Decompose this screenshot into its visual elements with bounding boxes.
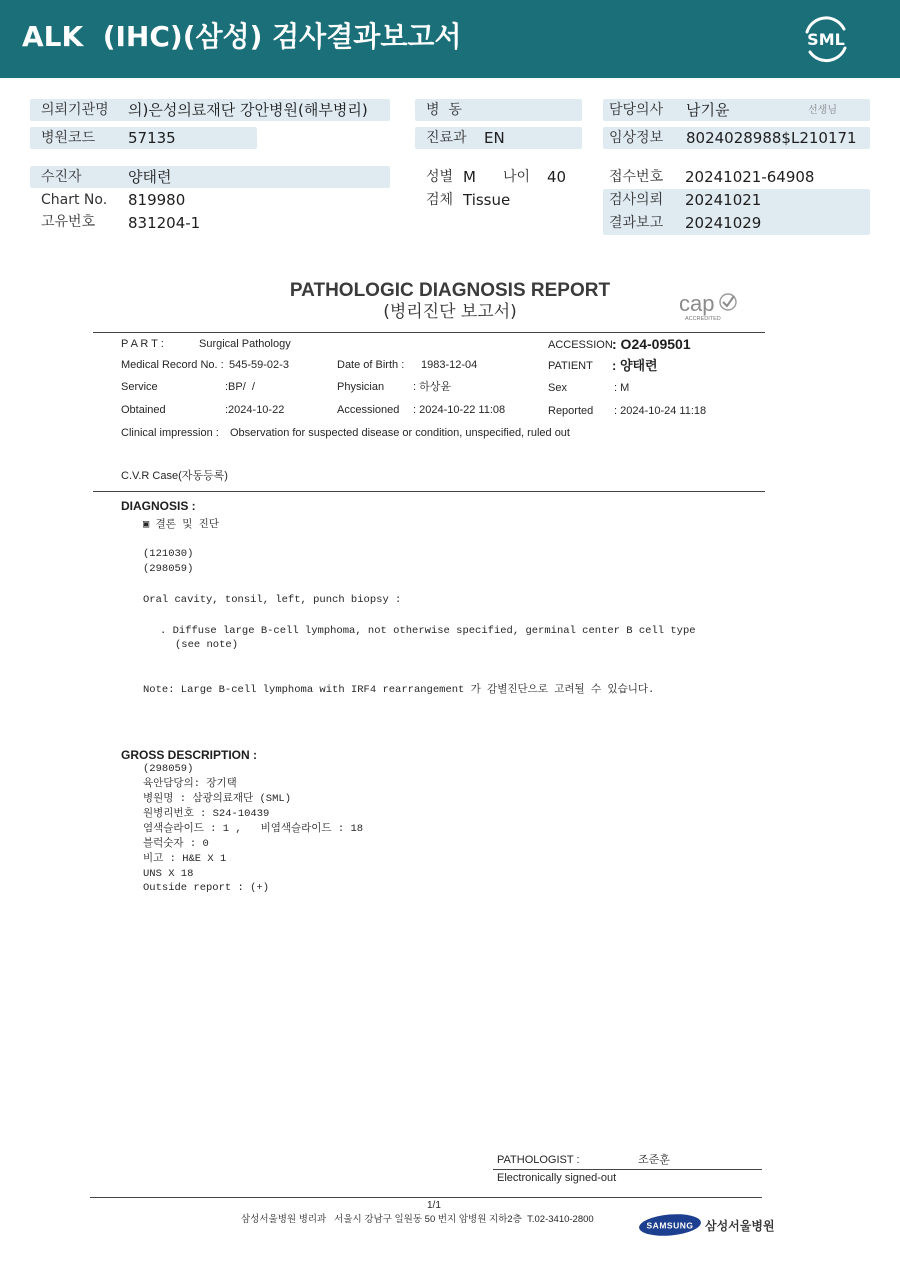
chart-no-value: 819980 <box>128 191 186 209</box>
signature-divider <box>493 1169 762 1170</box>
patient-report-value: : 양태련 <box>612 358 658 373</box>
gross-line: 원병리번호 : S24-10439 <box>143 808 270 820</box>
signed-out-text: Electronically signed-out <box>497 1172 617 1184</box>
header-bar <box>0 0 900 78</box>
sex-label: 성별 <box>426 169 454 185</box>
physician-value: : 하상윤 <box>413 381 451 393</box>
specimen-value: Tissue <box>463 191 511 209</box>
pathologist-label: PATHOLOGIST : <box>497 1154 580 1166</box>
patient-value: 양태련 <box>128 168 172 186</box>
cvr-case: C.V.R Case(자동등록) <box>121 470 228 482</box>
samsung-logo-text: SAMSUNG <box>646 1220 694 1231</box>
clinical-impression-label: Clinical impression : <box>121 427 219 439</box>
diagnosis-section: ▣ 결론 및 진단 <box>143 519 219 531</box>
receipt-no-value: 20241021-64908 <box>685 168 815 186</box>
gross-line: 육안담당의: 장기택 <box>143 778 237 790</box>
specimen-label: 검체 <box>426 192 454 208</box>
cap-logo-text: cap <box>679 291 715 316</box>
clinical-impression-value: Observation for suspected disease or condition, unspecified, ruled out <box>230 427 570 439</box>
report-title: PATHOLOGIC DIAGNOSIS REPORT <box>289 280 611 301</box>
gross-line: (298059) <box>143 763 194 775</box>
report-date-label: 결과보고 <box>609 215 664 231</box>
sex-report-value: : M <box>614 382 630 394</box>
gross-heading: GROSS DESCRIPTION : <box>121 748 258 762</box>
gross-line: 병원명 : 삼광의료재단 (SML) <box>143 793 291 805</box>
report-date-value: 20241029 <box>685 214 762 232</box>
diagnosis-heading: DIAGNOSIS : <box>121 499 196 513</box>
footer-hospital-name: 삼성서울병원 <box>705 1219 775 1233</box>
report-subtitle: (병리진단 보고서) <box>383 302 517 322</box>
doctor-label: 담당의사 <box>609 102 664 118</box>
reported-label: Reported <box>548 405 594 417</box>
diagnosis-finding: . Diffuse large B-cell lymphoma, not otherwise specified, germinal center B cell type <box>160 625 696 637</box>
requesting-org-label: 의뢰기관명 <box>41 102 109 118</box>
gross-line: 비고 : H&E X 1 <box>143 853 227 865</box>
diagnosis-finding-note: (see note) <box>175 639 239 651</box>
accessioned-label: Accessioned <box>337 404 400 416</box>
dob-label: Date of Birth : <box>337 359 405 371</box>
info-box-patient <box>30 166 390 188</box>
sex-value: M <box>463 168 476 186</box>
obtained-label: Obtained <box>121 404 166 416</box>
physician-label: Physician <box>337 381 385 393</box>
age-label: 나이 <box>503 169 531 185</box>
part-value: Surgical Pathology <box>199 338 291 350</box>
gross-line: Outside report : (+) <box>143 882 270 894</box>
requesting-org-value: 의)은성의료재단 강안병원(해부병리) <box>128 101 368 119</box>
hospital-code-label: 병원코드 <box>41 130 96 146</box>
doctor-suffix: 선생님 <box>808 105 837 116</box>
clinical-info-label: 임상정보 <box>609 130 664 146</box>
reported-value: : 2024-10-24 11:18 <box>614 405 707 417</box>
samsung-logo-icon <box>638 1212 702 1238</box>
diagnosis-site: Oral cavity, tonsil, left, punch biopsy : <box>143 594 402 606</box>
hospital-code-value: 57135 <box>128 129 176 147</box>
obtained-value: :2024-10-22 <box>225 404 285 416</box>
unique-no-label: 고유번호 <box>41 214 96 230</box>
footer-address: 삼성서울병원 병리과 서울시 강남구 일원동 50 번지 암병원 지하2층 T.02-3410-2800 <box>241 1214 594 1225</box>
request-date-value: 20241021 <box>685 191 762 209</box>
diagnosis-code: (121030) <box>143 548 194 560</box>
receipt-no-label: 접수번호 <box>609 169 664 185</box>
gross-line: 염색슬라이드 : 1 , 비염색슬라이드 : 18 <box>143 823 364 835</box>
gross-line: 블럭숫자 : 0 <box>143 838 209 850</box>
diagnosis-code: (298059) <box>143 563 194 575</box>
doctor-value: 남기윤 <box>686 101 730 119</box>
sml-logo-icon <box>797 10 855 68</box>
age-value: 40 <box>547 168 567 186</box>
dob-value: 1983-12-04 <box>421 359 478 371</box>
accessioned-value: : 2024-10-22 11:08 <box>413 404 506 416</box>
sml-logo-text: SML <box>807 30 845 49</box>
accession-label: ACCESSION <box>548 339 613 351</box>
department-label: 진료과 <box>426 130 467 146</box>
sex-report-label: Sex <box>548 382 567 394</box>
service-label: Service <box>121 381 158 393</box>
department-value: EN <box>484 129 505 147</box>
chart-no-label: Chart No. <box>41 192 108 208</box>
medical-record-label: Medical Record No. : <box>121 359 224 371</box>
report-divider-middle <box>93 491 765 492</box>
pathologist-name: 조준훈 <box>638 1154 670 1166</box>
service-value: :BP/ / <box>225 381 255 393</box>
cap-accredited-logo-icon <box>676 289 742 323</box>
part-label: P A R T : <box>121 338 164 350</box>
page-number: 1/1 <box>427 1200 441 1211</box>
page-title: ALK (IHC)(삼성) 검사결과보고서 <box>22 20 462 53</box>
cap-logo-sub: ACCREDITED <box>685 316 721 322</box>
patient-label: 수진자 <box>41 169 82 185</box>
diagnosis-note: Note: Large B-cell lymphoma with IRF4 rearrangement 가 감별진단으로 고려될 수 있습니다. <box>143 684 655 696</box>
request-date-label: 검사의뢰 <box>609 192 664 208</box>
accession-value: : O24-09501 <box>612 336 691 352</box>
footer-divider <box>90 1197 762 1198</box>
unique-no-value: 831204-1 <box>128 214 201 232</box>
ward-label: 병 동 <box>426 102 462 118</box>
report-divider-top <box>93 332 765 333</box>
clinical-info-value: 8024028988$L210171 <box>686 129 857 147</box>
gross-line: UNS X 18 <box>143 868 194 880</box>
medical-record-value: 545-59-02-3 <box>229 359 289 371</box>
patient-report-label: PATIENT <box>548 360 593 372</box>
